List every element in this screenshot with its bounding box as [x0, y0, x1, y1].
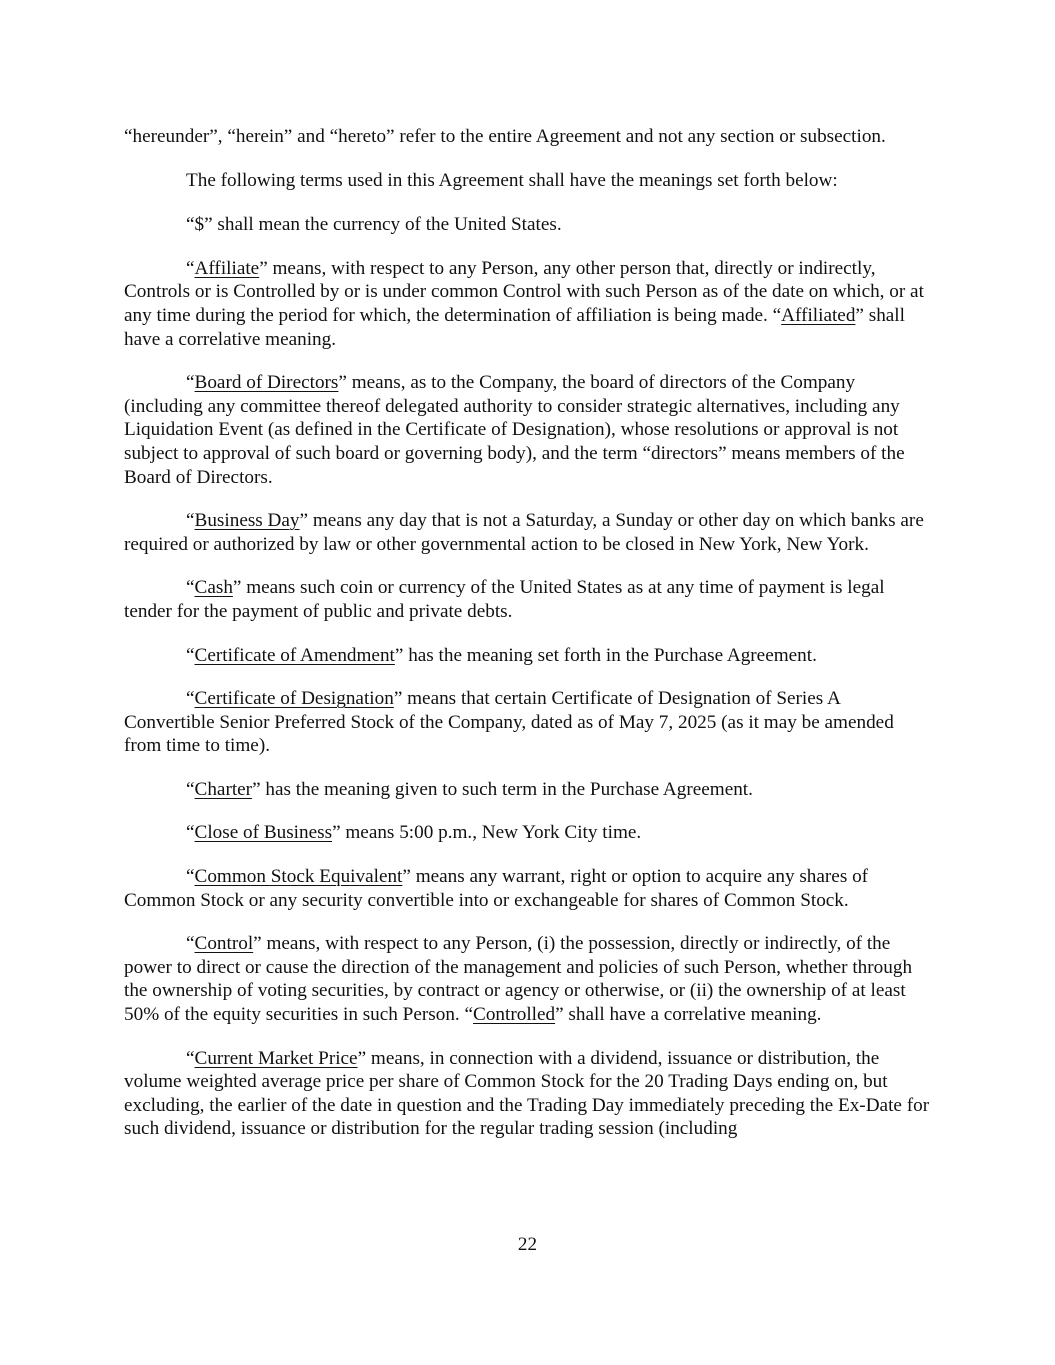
open-quote: “	[186, 688, 195, 710]
definition-text-secondary: ” shall have a correlative meaning.	[124, 304, 905, 350]
definition-text: ” means any warrant, right or option to acquire any shares of Common Stock or any security convertible into or exchangeable for shares of Common Stock.	[124, 866, 869, 911]
definition-text: ” means, as to the Company, the board of directors of the Company (including any committee thereof delegated authority to consider strategic alternatives, including any Liquidation Event (as defined in the Certificate of Designation), whose resolutions or approval is not subject to approval of such board or governing body), and the term “directors” means members of the Board of Directors.	[124, 372, 905, 488]
definition-close-of-business	[124, 821, 932, 845]
definition-text: ” has the meaning set forth in the Purchase Agreement.	[394, 644, 817, 666]
definition-text: ” means such coin or currency of the United States as at any time of payment is legal tender for the payment of public and private debts.	[124, 577, 885, 622]
defined-term: Common Stock Equivalent	[194, 866, 403, 888]
definition-certificate-of-designation	[124, 687, 932, 758]
definition-cash	[124, 576, 932, 623]
defined-term: Cash	[194, 577, 233, 599]
definition-text-secondary: ” shall have a correlative meaning.	[555, 1004, 822, 1026]
defined-term: Certificate of Designation	[194, 688, 394, 710]
definition-text: ” means, in connection with a dividend, issuance or distribution, the volume weighted average price per share of Common Stock for the 20 Trading Days ending on, but excluding, the earlier of the date in question and the Trading Day immediately preceding the Ex-Date for such dividend, issuance or distribution for the regular trading session (including	[124, 1047, 930, 1140]
defined-term: Affiliate	[194, 257, 260, 279]
open-quote: “	[186, 510, 195, 532]
definition-common-stock-equivalent	[124, 865, 932, 912]
definition-current-market-price	[124, 1047, 932, 1141]
open-quote: “	[186, 257, 195, 279]
open-quote: “	[186, 644, 195, 666]
continuation-paragraph: “hereunder”, “herein” and “hereto” refer to the entire Agreement and not any section or subsection.	[124, 126, 886, 147]
defined-term: Control	[194, 933, 254, 955]
definition-affiliate	[124, 257, 932, 351]
open-quote: “	[186, 866, 195, 888]
defined-term: Current Market Price	[194, 1047, 358, 1069]
open-quote: “	[186, 933, 195, 955]
open-quote: “	[186, 1047, 195, 1069]
defined-term: Certificate of Amendment	[194, 644, 395, 666]
intro-paragraph: The following terms used in this Agreement shall have the meanings set forth below:	[186, 169, 838, 191]
definition-charter	[124, 778, 932, 802]
definition-text: ” means any day that is not a Saturday, a Sunday or other day on which banks are required or authorized by law or other governmental action to be closed in New York, New York.	[124, 510, 924, 555]
defined-term: Charter	[194, 778, 253, 800]
page-number: 22	[517, 1234, 538, 1255]
open-quote: “	[186, 822, 195, 844]
defined-term-secondary: Affiliated	[781, 304, 856, 326]
defined-term: Business Day	[194, 510, 300, 532]
open-quote: “	[186, 372, 195, 394]
document-body	[124, 125, 932, 1161]
definition-text: ” means that certain Certificate of Designation of Series A Convertible Senior Preferred Stock of the Company, dated as of May 7, 2025 (as it may be amended from time to time).	[124, 688, 894, 757]
definition-text: ” has the meaning given to such term in the Purchase Agreement.	[252, 778, 753, 800]
defined-term-secondary: Controlled	[473, 1004, 556, 1026]
defined-term: Close of Business	[194, 822, 333, 844]
definition-business-day	[124, 509, 932, 556]
open-quote: “	[186, 577, 195, 599]
definition-text: ” means, with respect to any Person, any other person that, directly or indirectly, Controls or is Controlled by or is under common Control with such Person as of the date on which, or at any time during the period for which, the determination of affiliation is being made. “	[124, 257, 924, 326]
definition-certificate-of-amendment	[124, 644, 932, 668]
defined-term: Board of Directors	[194, 372, 339, 394]
definition-control	[124, 932, 932, 1026]
open-quote: “	[186, 778, 195, 800]
definition-text: ” means 5:00 p.m., New York City time.	[332, 822, 642, 844]
definition-dollar: “$” shall mean the currency of the United States.	[186, 214, 562, 236]
definition-text: ” means, with respect to any Person, (i) the possession, directly or indirectly, of the power to direct or cause the direction of the management and policies of such Person, whether through the ownership of voting securities, by contract or agency or otherwise, or (ii) the ownership of at least 50% of the equity securities in such Person. “	[124, 933, 913, 1026]
definition-board-of-directors	[124, 371, 932, 489]
